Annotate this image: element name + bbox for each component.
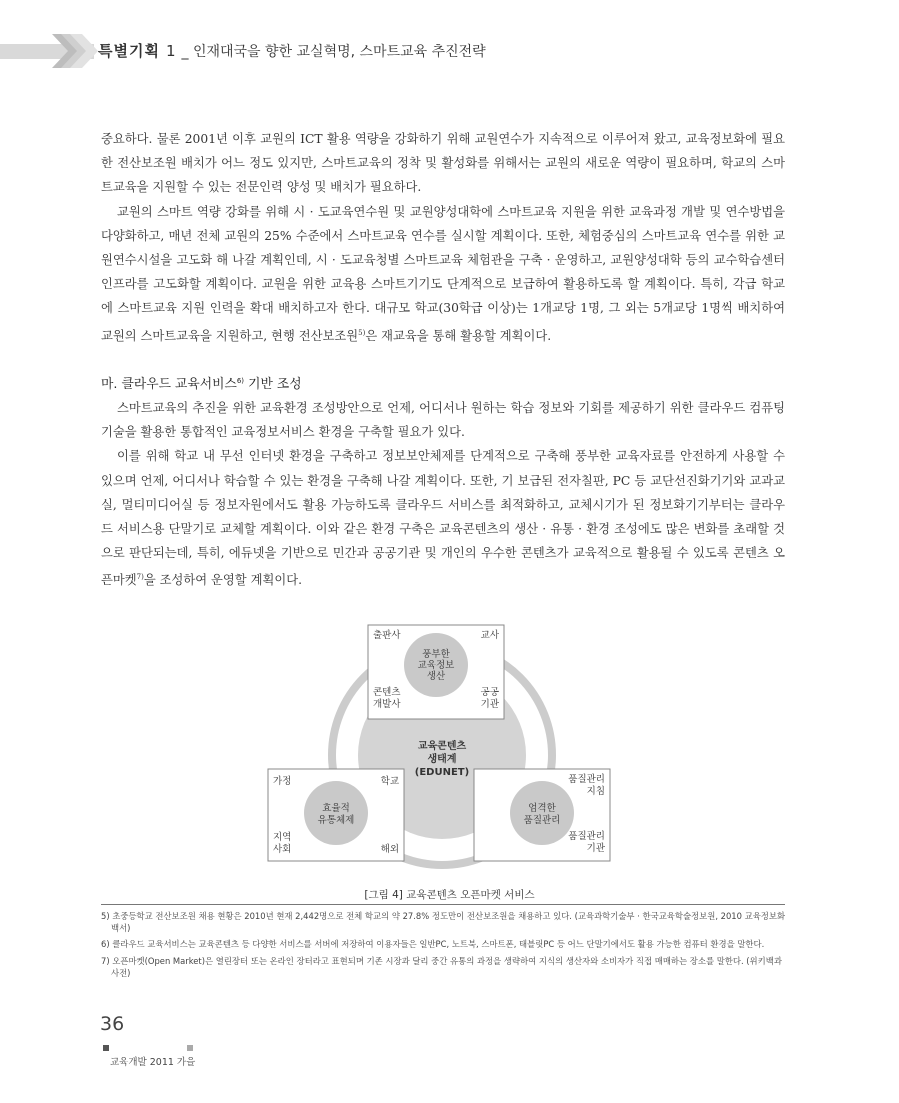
right-br-label-2: 기관	[586, 843, 605, 854]
ecosystem-diagram	[262, 621, 622, 869]
heading-tail: 기반 조성	[244, 377, 302, 392]
right-tr-label-2: 지침	[586, 786, 605, 797]
top-circle-label-2: 교육정보	[417, 660, 455, 671]
footnote-6: 6) 클라우드 교육서비스는 교육콘텐츠 등 다양한 서비스를 서버에 저장하여 이용자들은 일반PC, 노트북, 스마트폰, 태블릿PC 등 어느 단말기에서도 활용 가능한 컴퓨터 환경을 말한다.	[101, 939, 765, 950]
left-circle-label-2: 유통체제	[317, 815, 355, 826]
footnote-5: 5) 초중등학교 전산보조원 채용 현황은 2010년 현재 2,442명으로 전체 학교의 약 27.8% 정도만이 전산보조원을 채용하고 있다. (교육과학기술부 · 한국교육학술정보원, 2010 교육정보화 백서)	[101, 911, 786, 934]
figure-caption: [그림 4] 교육콘텐츠 오픈마켓 서비스	[364, 889, 535, 901]
heading-text: 마. 클라우드 교육서비스	[101, 377, 237, 392]
header-title: _ 인재대국을 향한 교실혁명, 스마트교육 추진전략	[181, 44, 486, 60]
center-label-2: 생태계	[427, 754, 457, 765]
body-section-2	[101, 396, 785, 593]
footnote-divider	[101, 904, 785, 905]
header-number: 1	[165, 42, 176, 60]
top-bl-label-1: 콘텐츠	[373, 687, 401, 698]
left-bl-label-2: 사회	[273, 844, 292, 855]
left-tl-label: 가정	[273, 776, 292, 787]
header-chevron-icon	[52, 34, 98, 68]
right-circle-label-2: 품질관리	[523, 815, 561, 826]
running-header	[98, 40, 486, 61]
header-section: 특별기획	[98, 42, 160, 60]
page-number: 36	[100, 1013, 125, 1035]
center-label-3: (EDUNET)	[414, 767, 470, 778]
top-circle-label-3: 생산	[426, 671, 446, 682]
paragraph-1: 중요하다. 물론 2001년 이후 교원의 ICT 활용 역량을 강화하기 위해 교원연수가 지속적으로 이루어져 왔고, 교육정보화에 필요한 전산보조원 배치가 어느 정도 있지만, 스마트교육의 정착 및 활성화를 위해서는 교원의 새로운 역량이 필요하며, 학교의 스마트교육을 지원할 수 있는 전문인력 양성 및 배치가 필요하다.	[101, 132, 785, 195]
paragraph-2	[101, 200, 785, 348]
top-bl-label-2: 개발사	[373, 699, 401, 710]
footnote-7: 7) 오픈마켓(Open Market)은 열린장터 또는 온라인 장터라고 표현되며 기존 시장과 달리 중간 유통의 과정을 생략하여 지식의 생산자와 소비자가 직접 매매하는 장소를 말한다. (위키백과사전)	[101, 955, 782, 978]
paragraph-4-text: 이를 위해 학교 내 무선 인터넷 환경을 구축하고 정보보안체제를 단계적으로 구축해 풍부한 교육자료를 안전하게 사용할 수 있으며 언제, 어디서나 학습할 수 있는 환경을 구축해 나갈 계획이다. 또한, 기 보급된 전자칠판, PC 등 교단선진화기기와 교과교실, 멀티미디어실 등 정보자원에서도 활용 가능하도록 클라우드 서비스를 최적화하고, 교체시기가 된 정보화기기부터는 클라우드 서비스용 단말기로 교체할 계획이다. 이와 같은 환경 구축은 교육콘텐츠의 생산 · 유통 · 환경 조성에도 많은 변화를 초래할 것으로 판단되는데, 특히, 에듀넷을 기반으로 민간과 공공기관 및 개인의 우수한 콘텐츠가 교육적으로 활용될 수 있도록 콘텐츠 오픈마켓	[101, 449, 785, 588]
paragraph-4	[101, 444, 785, 592]
right-circle-label-1: 엄격한	[528, 803, 556, 814]
footnote-ref-6: 6)	[236, 377, 245, 385]
left-tr-label: 학교	[380, 776, 399, 787]
footnotes	[101, 910, 789, 983]
top-br-label-2: 기관	[480, 699, 499, 710]
left-br-label: 해외	[380, 844, 399, 855]
footer-square-light	[187, 1045, 193, 1051]
footer-square-dark	[103, 1045, 109, 1051]
section-heading	[101, 373, 302, 392]
top-circle-label-1: 풍부한	[422, 649, 450, 660]
center-label-1: 교육콘텐츠	[417, 741, 467, 752]
top-br-label-1: 공공	[480, 687, 499, 698]
left-bl-label-1: 지역	[273, 832, 292, 843]
footnote-ref-7: 7)	[136, 573, 144, 582]
body-section-1	[101, 127, 785, 348]
footer-label: 교육개발 2011 가을	[110, 1057, 196, 1068]
right-tr-label-1: 품질관리	[568, 774, 605, 785]
left-circle-label-1: 효율적	[322, 803, 350, 814]
paragraph-3: 스마트교육의 추진을 위한 교육환경 조성방안으로 언제, 어디서나 원하는 학습 정보와 기회를 제공하기 위한 클라우드 컴퓨팅 기술을 활용한 통합적인 교육정보서비스 환경을 구축할 필요가 있다.	[101, 401, 785, 440]
paragraph-2-text: 교원의 스마트 역량 강화를 위해 시 · 도교육연수원 및 교원양성대학에 스마트교육 지원을 위한 교육과정 개발 및 연수방법을 다양화하고, 매년 전체 교원의 25% 수준에서 스마트교육 연수를 실시할 계획이다. 또한, 체험중심의 스마트교육 연수를 위한 교원연수시설을 고도화 해 나갈 계획인데, 시 · 도교육청별 스마트교육 체험관을 구축 · 운영하고, 교원양성대학 등의 교수학습센터 인프라를 고도화할 계획이다. 교원을 위한 교육용 스마트기기도 단계적으로 보급하여 활용하도록 할 계획이다. 특히, 각급 학교에 스마트교육 지원 인력을 확대 배치하고자 한다. 대규모 학교(30학급 이상)는 1개교당 1명, 그 외는 5개교당 1명씩 배치하여 교원의 스마트교육을 지원하고, 현행 전산보조원	[101, 204, 785, 343]
right-br-label-1: 품질관리	[568, 831, 605, 842]
paragraph-2-tail: 은 재교육을 통해 활용할 계획이다.	[365, 328, 552, 343]
footnote-ref-5: 5)	[358, 328, 366, 337]
top-tr-label: 교사	[480, 630, 499, 641]
paragraph-4-tail: 을 조성하여 운영할 계획이다.	[143, 573, 303, 588]
top-tl-label: 출판사	[373, 630, 401, 641]
